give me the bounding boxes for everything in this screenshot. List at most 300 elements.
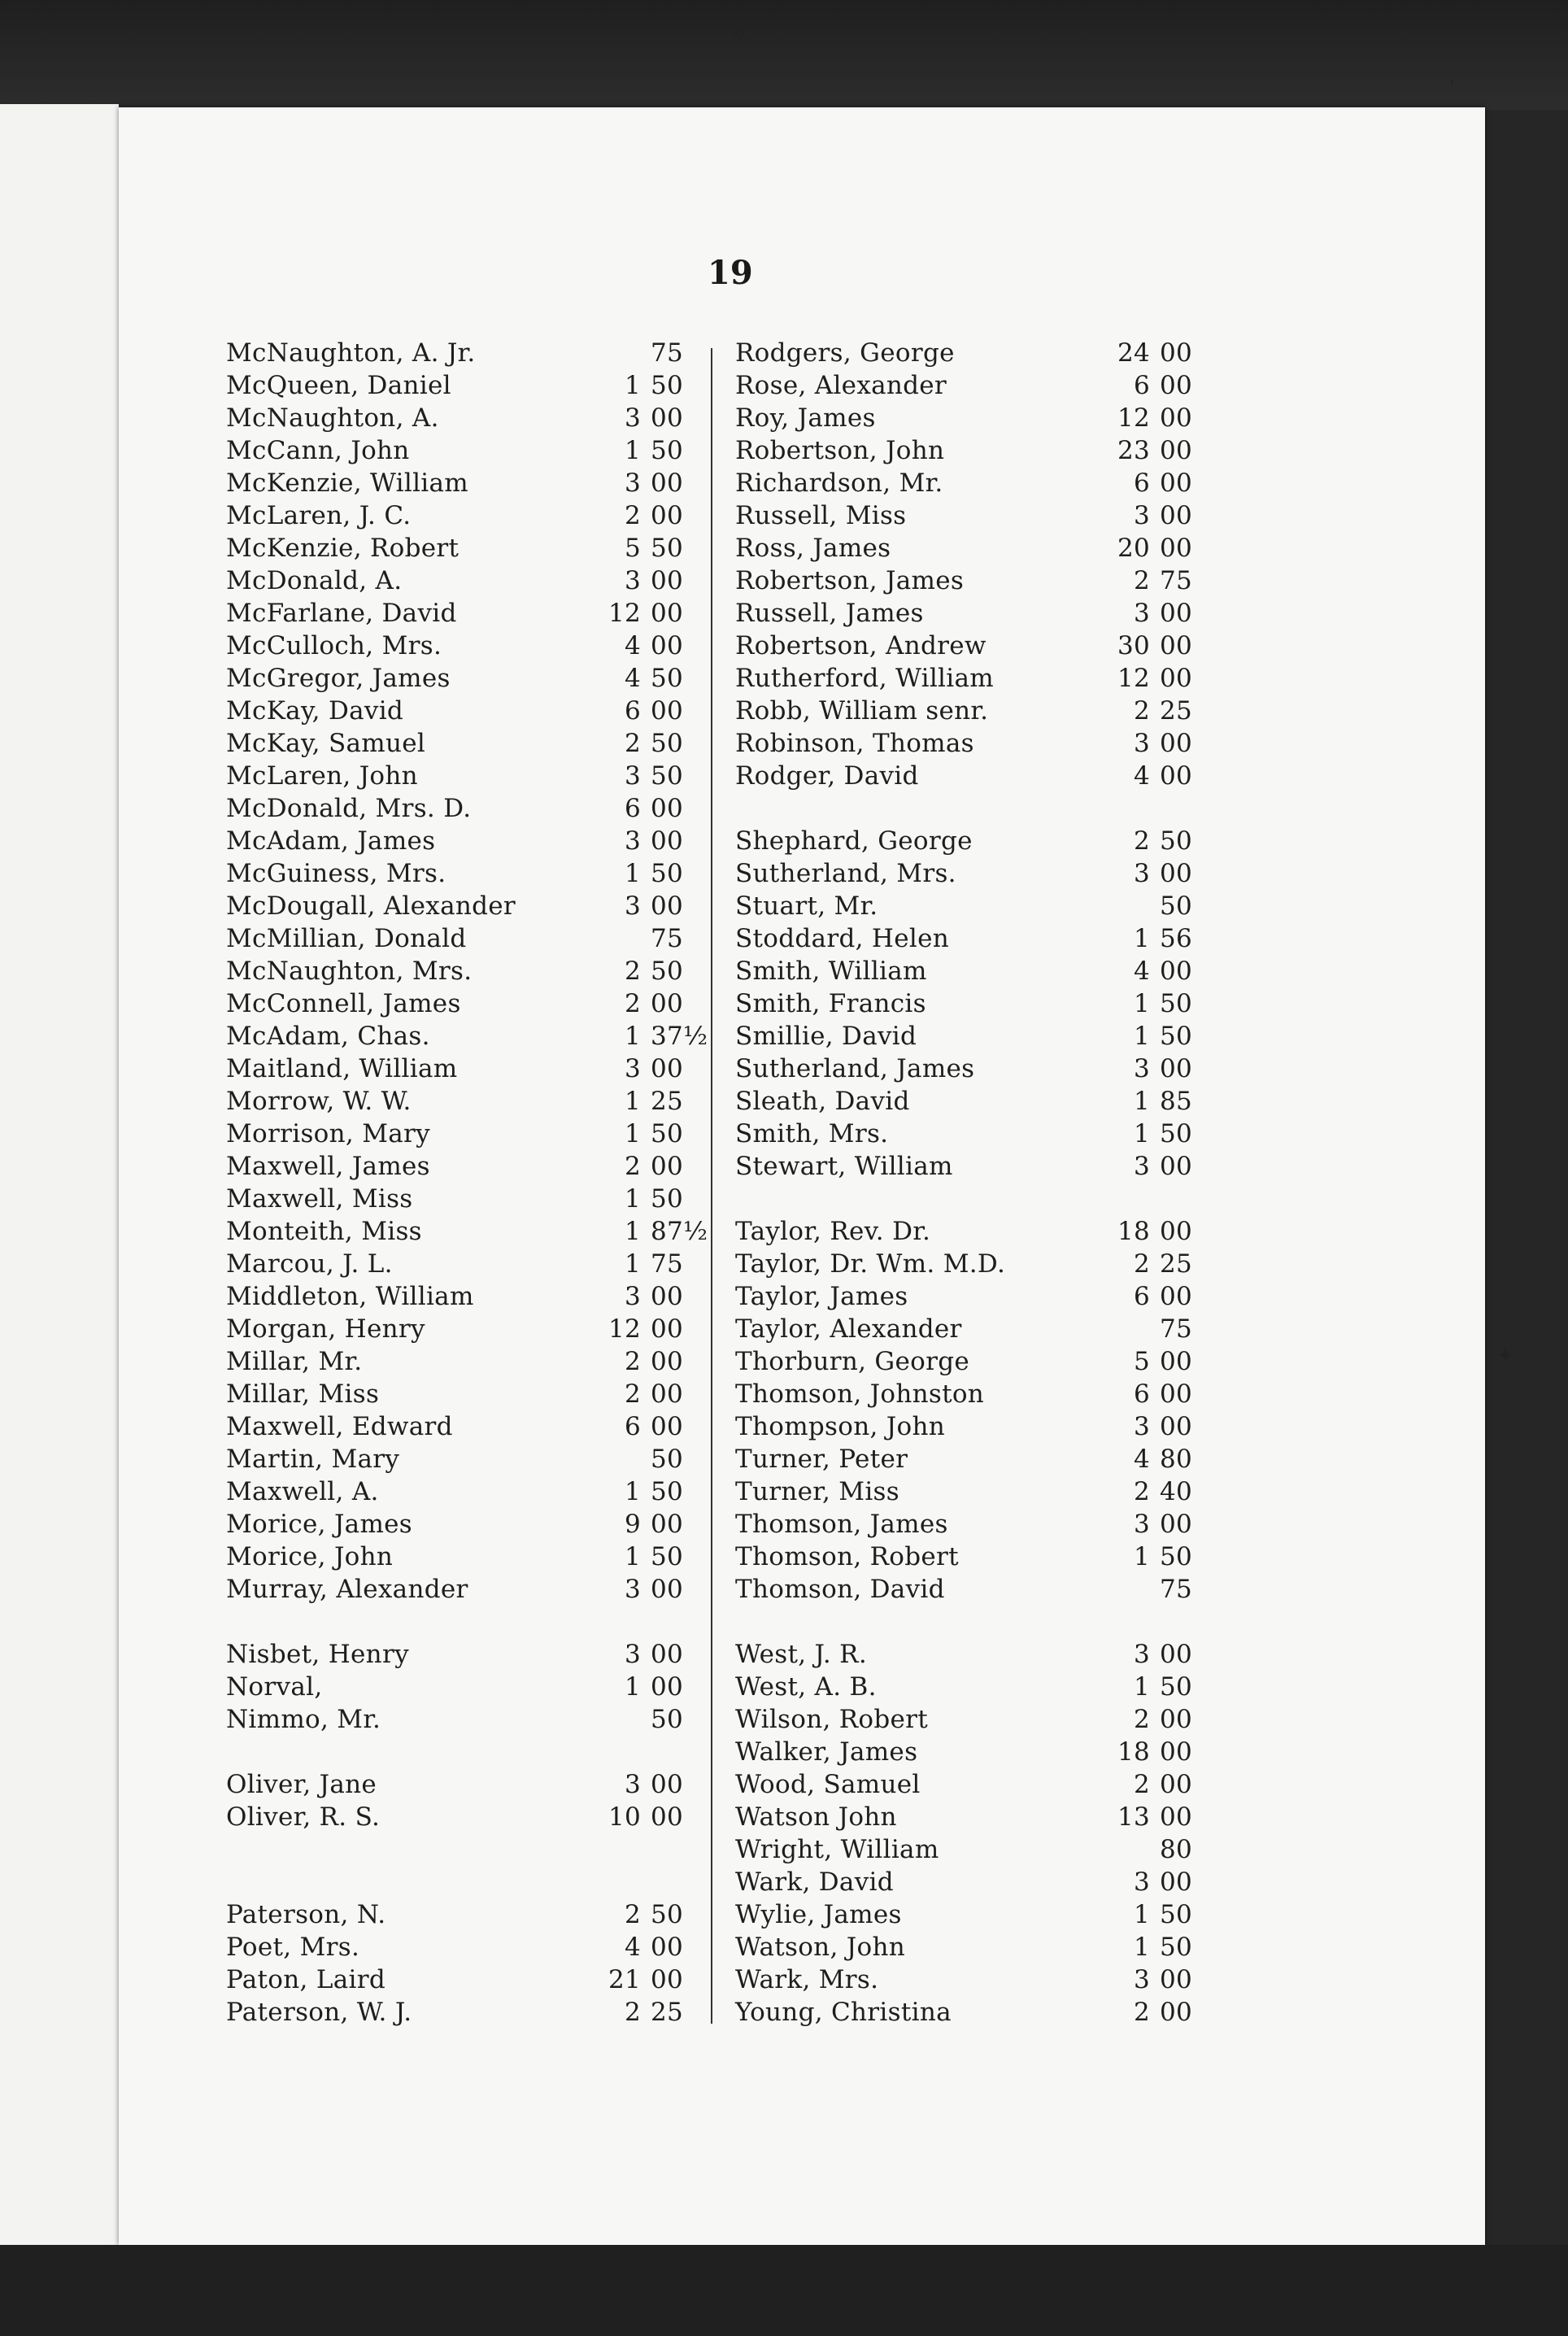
amount-cents: 50	[1160, 826, 1193, 856]
amount-dollars: 3	[1133, 1510, 1150, 1539]
amount-cents: 80	[1160, 1835, 1193, 1864]
amount-dollars: 6	[624, 794, 641, 823]
subscriber-name: Robinson, Thomas	[735, 729, 974, 758]
subscriber-row	[226, 1801, 693, 1833]
amount-cents: 00	[1160, 1510, 1193, 1539]
amount-dollars: 9	[624, 1510, 641, 1539]
subscriber-row	[735, 695, 1202, 727]
amount-cents: 00	[1160, 1770, 1193, 1799]
amount-dollars: 1	[624, 371, 641, 400]
amount-cents: 25	[651, 1087, 684, 1116]
amount-dollars: 2	[1133, 566, 1150, 595]
subscriber-name: Shephard, George	[735, 826, 973, 856]
amount-dollars: 1	[624, 859, 641, 888]
amount-cents: 00	[1160, 1282, 1193, 1311]
subscriber-row	[735, 825, 1202, 857]
amount-cents: 00	[1160, 957, 1193, 986]
subscriber-row	[226, 1768, 693, 1801]
amount-dollars: 6	[1133, 1379, 1150, 1409]
subscriber-row	[226, 1475, 693, 1508]
amount-dollars: 2	[1133, 1705, 1150, 1734]
subscriber-row	[226, 1150, 693, 1183]
subscriber-row	[226, 1085, 693, 1118]
subscriber-name: McFarlane, David	[226, 599, 457, 628]
amount-dollars: 3	[1133, 1640, 1150, 1669]
subscriber-name: Smillie, David	[735, 1022, 917, 1051]
amount-cents: 50	[1160, 1672, 1193, 1702]
amount-cents: 00	[651, 1054, 684, 1083]
subscriber-row	[226, 922, 693, 955]
subscriber-name: Morgan, Henry	[226, 1314, 425, 1344]
subscriber-name: Morrison, Mary	[226, 1119, 430, 1148]
amount-cents: 50	[651, 1477, 684, 1506]
amount-dollars: 3	[624, 1770, 641, 1799]
amount-cents: 50	[1160, 1119, 1193, 1148]
subscriber-name: Stuart, Mr.	[735, 891, 878, 921]
amount-dollars: 1	[624, 1184, 641, 1214]
amount-cents: 00	[1160, 338, 1193, 368]
amount-cents: 25	[1160, 696, 1193, 726]
subscriber-name: Turner, Miss	[735, 1477, 899, 1506]
subscriber-row	[735, 1996, 1202, 2029]
subscriber-name: Taylor, Dr. Wm. M.D.	[735, 1249, 1006, 1279]
subscriber-name: Wright, William	[735, 1835, 939, 1864]
amount-dollars: 2	[1133, 1770, 1150, 1799]
amount-dollars: 20	[1117, 534, 1150, 563]
amount-dollars: 2	[1133, 696, 1150, 726]
amount-dollars: 2	[624, 1347, 641, 1376]
amount-cents: 00	[651, 1510, 684, 1539]
amount-cents: 00	[651, 599, 684, 628]
spacer-row	[226, 1866, 693, 1898]
subscriber-name: Robertson, John	[735, 436, 945, 465]
amount-cents: 00	[651, 403, 684, 433]
amount-dollars: 3	[1133, 501, 1150, 530]
subscriber-row	[735, 1345, 1202, 1378]
amount-cents: 00	[1160, 1802, 1193, 1832]
subscriber-name: Paterson, W. J.	[226, 1998, 412, 2027]
subscriber-row	[226, 402, 693, 434]
amount-cents: 00	[1160, 1867, 1193, 1897]
amount-cents: 50	[651, 371, 684, 400]
subscriber-row	[735, 1541, 1202, 1573]
subscriber-name: Oliver, R. S.	[226, 1802, 381, 1832]
amount-dollars: 1	[624, 1249, 641, 1279]
subscriber-row	[226, 695, 693, 727]
subscriber-name: McGuiness, Mrs.	[226, 859, 446, 888]
subscriber-row	[226, 1996, 693, 2029]
subscriber-row	[735, 1508, 1202, 1541]
amount-cents: 00	[651, 1282, 684, 1311]
subscriber-row	[735, 1248, 1202, 1280]
subscriber-row	[735, 564, 1202, 597]
subscriber-row	[226, 630, 693, 662]
subscriber-row	[735, 1280, 1202, 1313]
amount-cents: 00	[1160, 631, 1193, 660]
subscriber-row	[226, 1053, 693, 1085]
amount-cents: 00	[651, 469, 684, 498]
amount-dollars: 3	[1133, 1152, 1150, 1181]
subscriber-row	[226, 369, 693, 402]
subscriber-row	[226, 337, 693, 369]
subscriber-row	[226, 792, 693, 825]
amount-dollars: 1	[624, 1022, 641, 1051]
amount-cents: 00	[651, 1152, 684, 1181]
amount-dollars: 23	[1117, 436, 1150, 465]
amount-dollars: 1	[1133, 1542, 1150, 1571]
subscriber-name: Roy, James	[735, 403, 876, 433]
subscriber-name: Robb, William senr.	[735, 696, 989, 726]
amount-cents: 37½	[651, 1022, 708, 1051]
amount-cents: 50	[1160, 891, 1193, 921]
subscriber-name: Maxwell, A.	[226, 1477, 379, 1506]
amount-cents: 00	[1160, 761, 1193, 791]
subscriber-row	[735, 532, 1202, 564]
subscriber-row	[735, 857, 1202, 890]
amount-cents: 00	[651, 1412, 684, 1441]
subscriber-row	[226, 825, 693, 857]
amount-cents: 75	[651, 1249, 684, 1279]
amount-cents: 75	[1160, 1314, 1193, 1344]
subscriber-row	[226, 434, 693, 467]
subscriber-name: Millar, Miss	[226, 1379, 380, 1409]
subscriber-name: Maxwell, James	[226, 1152, 430, 1181]
amount-dollars: 18	[1117, 1217, 1150, 1246]
subscriber-row	[735, 760, 1202, 792]
subscriber-row	[735, 1703, 1202, 1736]
amount-cents: 00	[651, 501, 684, 530]
subscriber-row	[226, 1020, 708, 1053]
amount-dollars: 3	[1133, 859, 1150, 888]
amount-dollars: 1	[624, 1087, 641, 1116]
subscriber-row	[735, 1215, 1202, 1248]
subscriber-name: Smith, Mrs.	[735, 1119, 889, 1148]
amount-cents: 00	[1160, 1998, 1193, 2027]
subscriber-name: Stewart, William	[735, 1152, 953, 1181]
amount-dollars: 12	[1117, 664, 1150, 693]
amount-dollars: 5	[1133, 1347, 1150, 1376]
amount-dollars: 12	[1117, 403, 1150, 433]
amount-cents: 50	[651, 1184, 684, 1214]
amount-cents: 00	[1160, 436, 1193, 465]
subscriber-name: Morrow, W. W.	[226, 1087, 412, 1116]
amount-dollars: 3	[1133, 1965, 1150, 1994]
amount-cents: 00	[1160, 664, 1193, 693]
subscriber-name: Taylor, Alexander	[735, 1314, 962, 1344]
subscriber-row	[226, 532, 693, 564]
amount-cents: 00	[651, 826, 684, 856]
amount-cents: 00	[651, 1347, 684, 1376]
subscriber-name: McAdam, James	[226, 826, 436, 856]
subscriber-name: Rodgers, George	[735, 338, 955, 368]
subscriber-name: Smith, William	[735, 957, 927, 986]
subscriber-name: Richardson, Mr.	[735, 469, 943, 498]
subscriber-name: McDonald, A.	[226, 566, 403, 595]
amount-dollars: 5	[624, 534, 641, 563]
subscriber-row	[226, 1573, 693, 1606]
subscriber-name: Wylie, James	[735, 1900, 902, 1929]
subscriber-name: Wark, David	[735, 1867, 894, 1897]
subscriber-name: McAdam, Chas.	[226, 1022, 430, 1051]
subscriber-row	[226, 727, 693, 760]
subscriber-name: Walker, James	[735, 1737, 918, 1767]
amount-cents: 50	[651, 436, 684, 465]
amount-dollars: 6	[624, 1412, 641, 1441]
amount-dollars: 4	[624, 664, 641, 693]
amount-cents: 00	[1160, 371, 1193, 400]
subscriber-name: Maitland, William	[226, 1054, 458, 1083]
amount-dollars: 1	[1133, 1119, 1150, 1148]
amount-cents: 00	[1160, 599, 1193, 628]
spacer-row	[735, 792, 1202, 825]
amount-dollars: 4	[1133, 1445, 1150, 1474]
subscriber-row	[735, 955, 1202, 987]
amount-cents: 00	[1160, 1217, 1193, 1246]
subscriber-name: McCulloch, Mrs.	[226, 631, 442, 660]
amount-cents: 50	[651, 664, 684, 693]
subscriber-name: McNaughton, A.	[226, 403, 439, 433]
spacer-row	[735, 1606, 1202, 1638]
subscriber-name: Morice, John	[226, 1542, 394, 1571]
amount-cents: 25	[1160, 1249, 1193, 1279]
amount-cents: 00	[651, 1965, 684, 1994]
subscriber-name: Thomson, David	[735, 1575, 945, 1604]
amount-dollars: 4	[1133, 761, 1150, 791]
amount-dollars: 10	[608, 1802, 641, 1832]
amount-dollars: 2	[1133, 1477, 1150, 1506]
amount-cents: 00	[1160, 1705, 1193, 1734]
amount-dollars: 2	[624, 501, 641, 530]
subscriber-row	[735, 1801, 1202, 1833]
subscriber-name: Oliver, Jane	[226, 1770, 377, 1799]
subscriber-row	[226, 499, 693, 532]
amount-cents: 80	[1160, 1445, 1193, 1474]
spacer-row	[226, 1736, 693, 1768]
scan-speck-top: ✲	[732, 24, 747, 45]
subscriber-name: Taylor, James	[735, 1282, 908, 1311]
subscriber-row	[735, 922, 1202, 955]
subscriber-name: Poet, Mrs.	[226, 1933, 360, 1962]
subscriber-name: McKay, Samuel	[226, 729, 426, 758]
subscriber-row	[226, 987, 693, 1020]
subscriber-name: Watson John	[735, 1802, 897, 1832]
subscriber-row	[735, 467, 1202, 499]
subscriber-name: McDonald, Mrs. D.	[226, 794, 472, 823]
amount-dollars: 6	[1133, 469, 1150, 498]
subscriber-row	[226, 1703, 693, 1736]
amount-dollars: 4	[1133, 957, 1150, 986]
subscriber-row	[735, 987, 1202, 1020]
subscriber-row	[226, 1313, 693, 1345]
amount-dollars: 1	[624, 1119, 641, 1148]
subscriber-name: McKenzie, Robert	[226, 534, 460, 563]
subscriber-name: Murray, Alexander	[226, 1575, 468, 1604]
amount-dollars: 2	[624, 989, 641, 1018]
subscriber-row	[735, 1963, 1202, 1996]
amount-dollars: 1	[624, 1672, 641, 1702]
amount-dollars: 1	[1133, 1022, 1150, 1051]
subscriber-name: Thompson, John	[735, 1412, 946, 1441]
amount-cents: 00	[1160, 1347, 1193, 1376]
subscriber-row	[735, 1898, 1202, 1931]
amount-dollars: 1	[624, 1542, 641, 1571]
subscriber-name: West, J. R.	[735, 1640, 867, 1669]
subscriber-row	[735, 1736, 1202, 1768]
amount-cents: 00	[651, 1640, 684, 1669]
amount-cents: 50	[651, 1119, 684, 1148]
subscriber-name: Rose, Alexander	[735, 371, 947, 400]
amount-cents: 50	[651, 1542, 684, 1571]
subscriber-name: McLaren, John	[226, 761, 418, 791]
amount-dollars: 3	[624, 761, 641, 791]
subscriber-name: Wark, Mrs.	[735, 1965, 879, 1994]
subscriber-name: Smith, Francis	[735, 989, 926, 1018]
amount-cents: 40	[1160, 1477, 1193, 1506]
subscriber-name: Wilson, Robert	[735, 1705, 929, 1734]
amount-dollars: 2	[624, 1379, 641, 1409]
scanner-background	[0, 0, 1568, 110]
subscriber-row	[735, 434, 1202, 467]
subscriber-name: Young, Christina	[735, 1998, 952, 2027]
amount-dollars: 2	[624, 1998, 641, 2027]
amount-cents: 00	[651, 631, 684, 660]
amount-cents: 00	[651, 1314, 684, 1344]
subscriber-name: Thomson, Robert	[735, 1542, 959, 1571]
amount-dollars: 1	[1133, 989, 1150, 1018]
amount-cents: 50	[651, 1705, 684, 1734]
amount-dollars: 30	[1117, 631, 1150, 660]
subscriber-row	[735, 1085, 1202, 1118]
subscriber-name: West, A. B.	[735, 1672, 877, 1702]
amount-cents: 50	[651, 761, 684, 791]
right-subscriber-column	[735, 337, 1202, 2029]
subscriber-row	[226, 890, 693, 922]
subscriber-row	[735, 1118, 1202, 1150]
amount-cents: 00	[1160, 1737, 1193, 1767]
amount-dollars: 2	[1133, 826, 1150, 856]
subscriber-row	[735, 1410, 1202, 1443]
subscriber-name: Rodger, David	[735, 761, 919, 791]
amount-cents: 50	[651, 1900, 684, 1929]
facing-page-edge	[0, 104, 122, 2245]
subscriber-row	[735, 1931, 1202, 1963]
subscriber-row	[735, 662, 1202, 695]
amount-cents: 50	[651, 957, 684, 986]
amount-dollars: 3	[624, 469, 641, 498]
left-subscriber-column	[226, 337, 708, 2029]
amount-cents: 75	[651, 338, 684, 368]
subscriber-name: Marcou, J. L.	[226, 1249, 393, 1279]
subscriber-row	[735, 1053, 1202, 1085]
subscriber-name: Taylor, Rev. Dr.	[735, 1217, 931, 1246]
amount-dollars: 3	[1133, 729, 1150, 758]
spacer-row	[226, 1833, 693, 1866]
subscriber-name: McDougall, Alexander	[226, 891, 516, 921]
subscriber-row	[226, 1443, 693, 1475]
subscriber-row	[735, 1638, 1202, 1671]
amount-cents: 00	[651, 891, 684, 921]
subscriber-row	[226, 597, 693, 630]
amount-cents: 00	[651, 989, 684, 1018]
subscriber-row	[735, 1313, 1202, 1345]
subscriber-row	[226, 1248, 693, 1280]
amount-dollars: 3	[624, 891, 641, 921]
amount-cents: 50	[1160, 1900, 1193, 1929]
subscriber-name: Thorburn, George	[735, 1347, 970, 1376]
amount-cents: 00	[1160, 534, 1193, 563]
amount-dollars: 1	[1133, 1087, 1150, 1116]
page-number: 19	[708, 254, 753, 292]
subscriber-name: McKay, David	[226, 696, 404, 726]
subscriber-row	[226, 760, 693, 792]
subscriber-name: Nimmo, Mr.	[226, 1705, 381, 1734]
amount-cents: 50	[1160, 1022, 1193, 1051]
amount-dollars: 1	[624, 1217, 641, 1246]
amount-dollars: 3	[624, 1054, 641, 1083]
amount-dollars: 3	[624, 1282, 641, 1311]
amount-dollars: 3	[1133, 1412, 1150, 1441]
subscriber-name: Morice, James	[226, 1510, 413, 1539]
subscriber-name: Ross, James	[735, 534, 891, 563]
subscriber-name: Rutherford, William	[735, 664, 994, 693]
amount-cents: 00	[651, 1575, 684, 1604]
subscriber-name: McNaughton, A. Jr.	[226, 338, 476, 368]
subscriber-name: Sutherland, Mrs.	[735, 859, 956, 888]
amount-cents: 00	[1160, 1054, 1193, 1083]
subscriber-name: McConnell, James	[226, 989, 461, 1018]
amount-dollars: 4	[624, 1933, 641, 1962]
subscriber-name: Paton, Laird	[226, 1965, 385, 1994]
subscriber-row	[735, 890, 1202, 922]
subscriber-name: Robertson, Andrew	[735, 631, 987, 660]
amount-cents: 75	[651, 924, 684, 953]
subscriber-name: Sleath, David	[735, 1087, 910, 1116]
amount-dollars: 1	[624, 436, 641, 465]
amount-cents: 56	[1160, 924, 1193, 953]
amount-cents: 00	[1160, 1379, 1193, 1409]
subscriber-row	[226, 1671, 693, 1703]
subscriber-name: Stoddard, Helen	[735, 924, 950, 953]
amount-dollars: 3	[1133, 599, 1150, 628]
subscriber-row	[735, 1768, 1202, 1801]
subscriber-row	[226, 1898, 693, 1931]
amount-cents: 00	[651, 1770, 684, 1799]
subscriber-name: Norval,	[226, 1672, 323, 1702]
amount-dollars: 3	[624, 566, 641, 595]
amount-cents: 87½	[651, 1217, 708, 1246]
subscriber-row	[735, 630, 1202, 662]
subscriber-name: Middleton, William	[226, 1282, 474, 1311]
amount-dollars: 13	[1117, 1802, 1150, 1832]
spacer-row	[735, 1183, 1202, 1215]
amount-dollars: 6	[1133, 1282, 1150, 1311]
subscriber-row	[735, 1020, 1202, 1053]
scanner-background-bottom	[0, 2245, 1568, 2336]
amount-dollars: 1	[1133, 924, 1150, 953]
amount-dollars: 3	[624, 1575, 641, 1604]
amount-dollars: 1	[1133, 1933, 1150, 1962]
subscriber-row	[735, 1378, 1202, 1410]
amount-dollars: 3	[1133, 1054, 1150, 1083]
subscriber-row	[735, 1573, 1202, 1606]
subscriber-row	[226, 1541, 693, 1573]
subscriber-row	[735, 1671, 1202, 1703]
amount-dollars: 2	[624, 1152, 641, 1181]
subscriber-row	[735, 369, 1202, 402]
amount-dollars: 6	[624, 696, 641, 726]
subscriber-row	[735, 1475, 1202, 1508]
subscriber-row	[226, 1280, 693, 1313]
